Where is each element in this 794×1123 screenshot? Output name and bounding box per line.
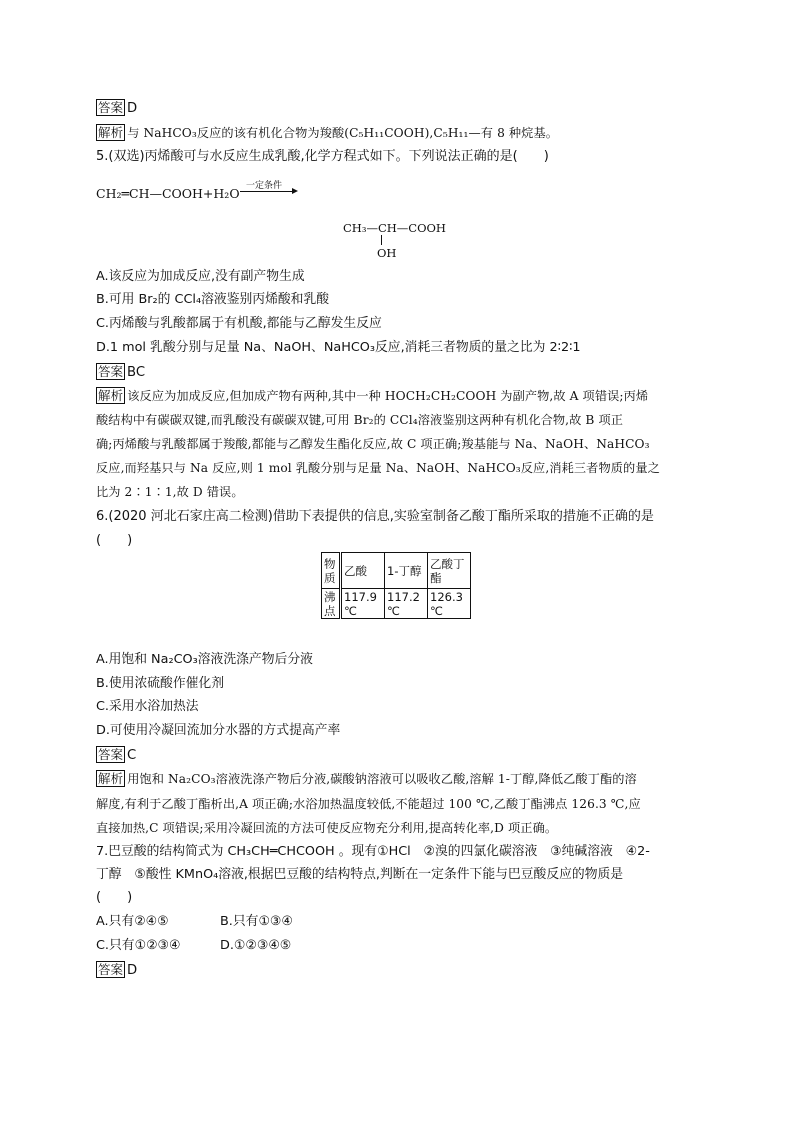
q5-option-d: D.1 mol 乳酸分别与足量 Na、NaOH、NaHCO₃反应,消耗三者物质的量之比为 2∶2∶1: [96, 340, 581, 355]
answer-tag: 答案: [98, 364, 124, 379]
table-header-boiling-point: 沸点: [322, 589, 341, 619]
table-cell-value: 117.2 ℃: [385, 589, 428, 619]
q7-answer-row: [96, 961, 702, 980]
explanation-tag: 解析: [98, 771, 124, 786]
q7-option-b: B.只有①③④: [220, 914, 293, 929]
q6-explanation-line: 解度,有利于乙酸丁酯析出,A 项正确;水浴加热温度较低,不能超过 100 ℃,乙酸丁酯沸点 126.3 ℃,应: [96, 797, 641, 811]
q5-explanation-row: [96, 387, 702, 405]
boiling-point-table: [321, 552, 471, 619]
explanation-tag: 解析: [98, 388, 124, 403]
q5-product-oh: OH: [377, 246, 397, 260]
prev-explanation-row: [96, 124, 702, 142]
prev-explanation: 与 NaHCO₃反应的该有机化合物为羧酸(C₅H₁₁COOH),C₅H₁₁—有 8 种烷基。: [127, 126, 559, 140]
q6-option-b: B.使用浓硫酸作催化剂: [96, 676, 225, 691]
q7-option-c: C.只有①②③④: [96, 938, 181, 953]
q6-option-c: C.采用水浴加热法: [96, 699, 199, 714]
q5-answer: BC: [127, 365, 146, 380]
table-col-acetic-acid: 乙酸: [341, 553, 385, 589]
q7-stem-cont: ( ): [96, 890, 133, 905]
q6-answer-row: [96, 746, 702, 765]
q5-stem: 5.(双选)丙烯酸可与水反应生成乳酸,化学方程式如下。下列说法正确的是( ): [96, 149, 549, 164]
table-cell-value: 117.9 ℃: [341, 589, 385, 619]
q5-explanation-line: 反应,而羟基只与 Na 反应,则 1 mol 乳酸分别与足量 Na、NaOH、NaHCO₃反应,消耗三者物质的量之: [96, 461, 660, 475]
table-cell-value: 126.3 ℃: [428, 589, 471, 619]
q6-answer: C: [127, 748, 137, 763]
q6-stem: 6.(2020 河北石家庄高二检测)借助下表提供的信息,实验室制备乙酸丁酯所采取的措施不正确的是: [96, 509, 654, 524]
answer-tag: 答案: [98, 747, 124, 762]
explanation-tag: 解析: [98, 125, 124, 140]
q5-explanation-line: 酸结构中有碳碳双键,而乳酸没有碳碳双键,可用 Br₂的 CCl₄溶液鉴别这两种有机化合物,故 B 项正: [96, 413, 624, 427]
q6-stem-cont: ( ): [96, 533, 133, 548]
q5-option-b: B.可用 Br₂的 CCl₄溶液鉴别丙烯酸和乳酸: [96, 292, 330, 307]
q7-answer: D: [127, 963, 138, 978]
q6-explanation-line: 用饱和 Na₂CO₃溶液洗涤产物后分液,碳酸钠溶液可以吸收乙酸,溶解 1-丁醇,降低乙酸丁酯的溶: [127, 772, 637, 786]
q5-explanation-line: 该反应为加成反应,但加成产物有两种,其中一种 HOCH₂CH₂COOH 为副产物,故 A 项错误;丙烯: [127, 389, 649, 403]
q5-option-c: C.丙烯酸与乳酸都属于有机酸,都能与乙醇发生反应: [96, 316, 382, 331]
reaction-arrow: [240, 182, 298, 200]
q7-option-d: D.①②③④⑤: [220, 938, 292, 953]
q5-answer-row: [96, 363, 702, 382]
reaction-condition: 一定条件: [246, 181, 283, 191]
q7-stem-line1: 7.巴豆酸的结构简式为 CH₃CH═CHCOOH 。现有①HCl ②溴的四氯化碳溶液 ③纯碱溶液 ④2-: [96, 844, 650, 859]
q5-option-a: A.该反应为加成反应,没有副产物生成: [96, 269, 305, 284]
q5-explanation-line: 确;丙烯酸与乳酸都属于羧酸,都能与乙醇发生酯化反应,故 C 项正确;羧基能与 Na、NaOH、NaHCO₃: [96, 437, 650, 451]
q6-explanation-row: [96, 770, 702, 788]
table-header-substance: 物质: [322, 553, 341, 589]
q5-reactant: CH₂═CH—COOH+H₂O: [96, 186, 240, 201]
q7-stem-line2: 丁醇 ⑤酸性 KMnO₄溶液,根据巴豆酸的结构特点,判断在一定条件下能与巴豆酸反应的物质是: [96, 867, 624, 882]
table-col-butyl-acetate: 乙酸丁酯: [428, 553, 471, 589]
q7-options-row2: [96, 937, 702, 955]
q7-options-row1: [96, 913, 702, 931]
answer-tag: 答案: [98, 962, 124, 977]
table-col-butanol: 1-丁醇: [385, 553, 428, 589]
prev-answer: D: [127, 101, 138, 116]
product-bond: [381, 235, 382, 245]
q6-option-d: D.可使用冷凝回流加分水器的方式提高产率: [96, 723, 341, 738]
q7-option-a: A.只有②④⑤: [96, 914, 169, 929]
prev-answer-row: [96, 99, 702, 118]
q6-explanation-line: 直接加热,C 项错误;采用冷凝回流的方法可使反应物充分利用,提高转化率,D 项正确。: [96, 821, 558, 835]
q6-option-a: A.用饱和 Na₂CO₃溶液洗涤产物后分液: [96, 652, 313, 667]
answer-tag: 答案: [98, 100, 124, 115]
q5-product: CH₃—CH—COOH: [343, 221, 446, 235]
q5-explanation-line: 比为 2∶1∶1,故 D 错误。: [96, 485, 244, 499]
